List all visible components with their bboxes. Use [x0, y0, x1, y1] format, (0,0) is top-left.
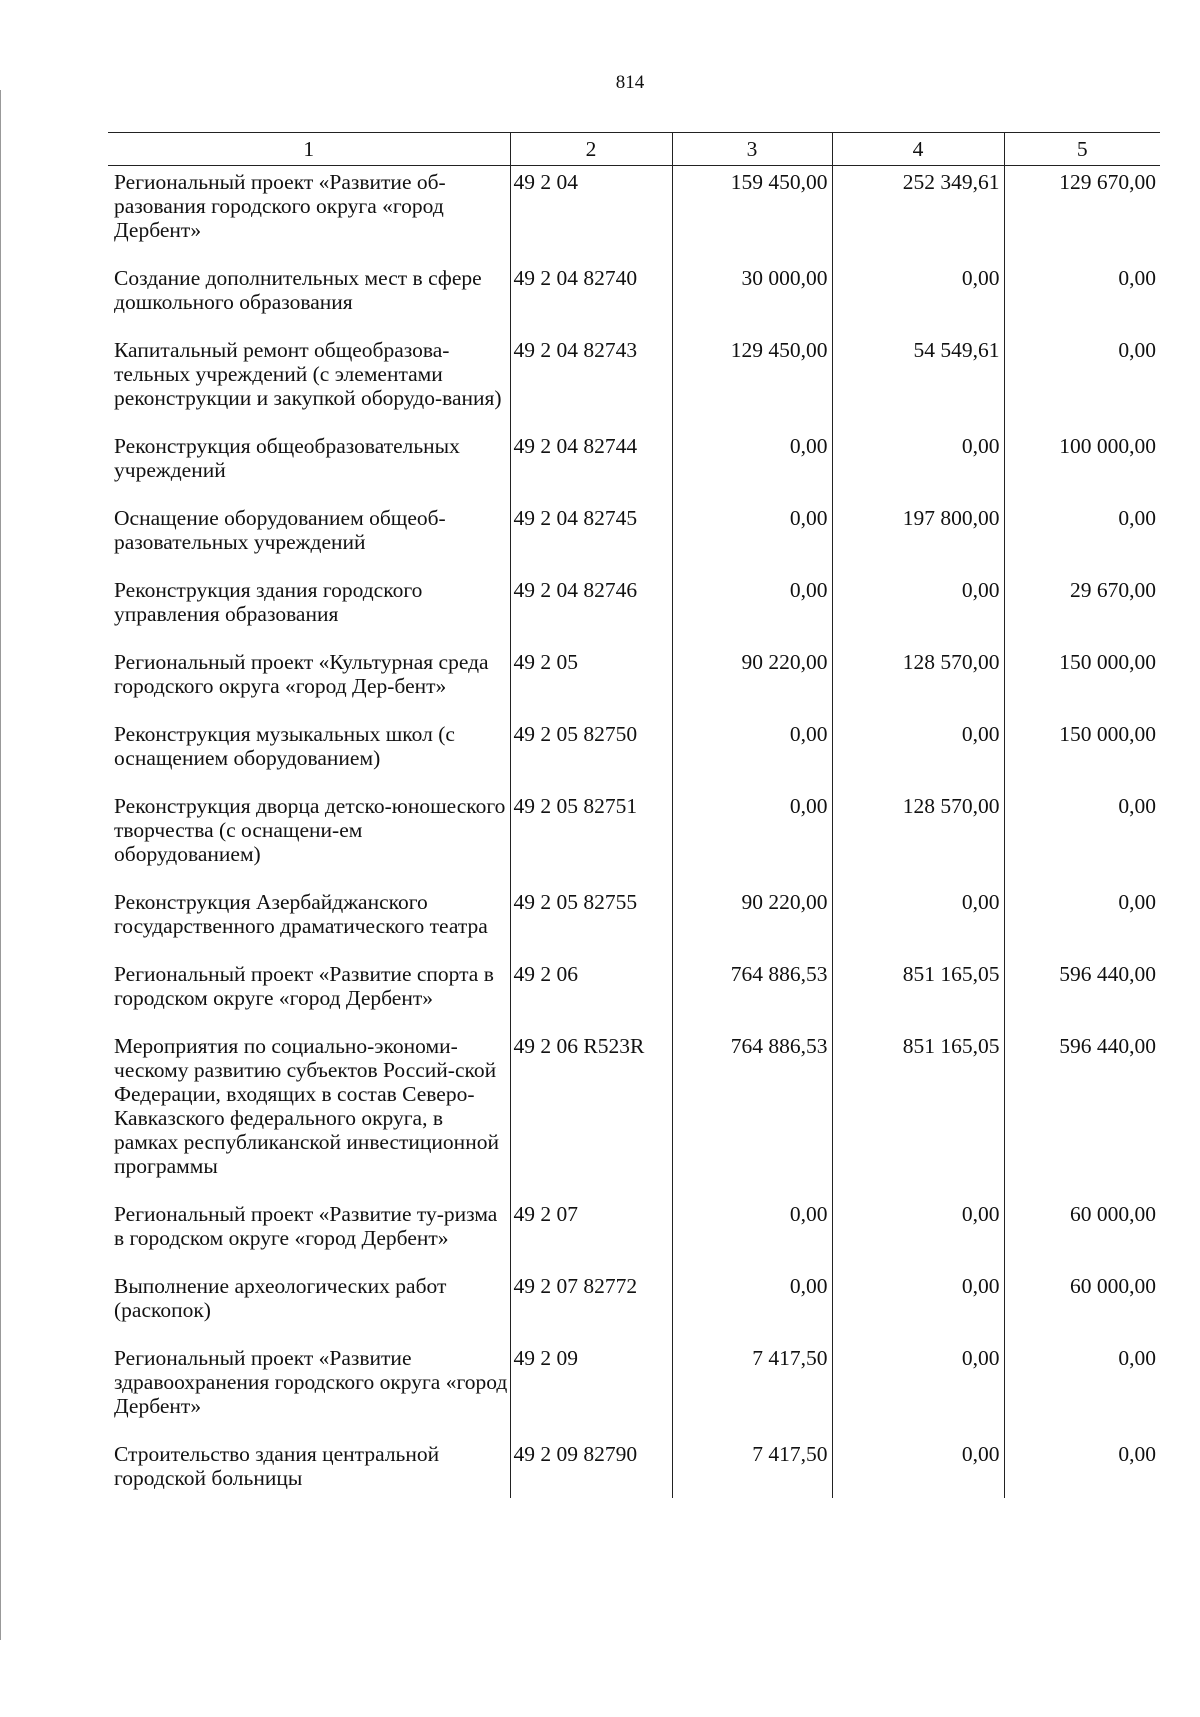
amount-col5-cell: 0,00 [1004, 1342, 1160, 1438]
table-row [108, 502, 1160, 574]
amount-col4-cell: 0,00 [832, 1342, 1004, 1438]
code-cell: 49 2 04 82746 [510, 574, 672, 646]
table-row [108, 886, 1160, 958]
item-name-cell: Региональный проект «Развитие об-разования городского округа «город Дербент» [114, 170, 446, 242]
amount-col5-cell: 0,00 [1004, 1438, 1160, 1498]
amount-col4-cell: 0,00 [832, 1198, 1004, 1270]
amount-col4-cell: 0,00 [832, 430, 1004, 502]
table-row [108, 574, 1160, 646]
code-cell: 49 2 05 [510, 646, 672, 718]
table-header [108, 133, 1160, 166]
code-cell: 49 2 09 82790 [510, 1438, 672, 1498]
table-row [108, 1342, 1160, 1438]
code-cell: 49 2 07 82772 [510, 1270, 672, 1342]
item-name-cell: Реконструкция Азербайджанского государственного драматического театра [114, 890, 488, 938]
amount-col5-cell: 29 670,00 [1004, 574, 1160, 646]
table-row [108, 1198, 1160, 1270]
amount-col3-cell: 0,00 [672, 502, 832, 574]
amount-col4-cell: 0,00 [832, 1270, 1004, 1342]
amount-col3-cell: 764 886,53 [672, 958, 832, 1030]
amount-col3-cell: 764 886,53 [672, 1030, 832, 1198]
amount-col5-cell: 129 670,00 [1004, 166, 1160, 263]
code-cell: 49 2 04 [510, 166, 672, 263]
table-row [108, 430, 1160, 502]
column-header-2: 2 [510, 133, 672, 166]
column-header-5: 5 [1004, 133, 1160, 166]
table-row [108, 646, 1160, 718]
amount-col3-cell: 7 417,50 [672, 1438, 832, 1498]
code-cell: 49 2 04 82745 [510, 502, 672, 574]
amount-col4-cell: 54 549,61 [832, 334, 1004, 430]
header-row [108, 133, 1160, 166]
item-name-cell: Региональный проект «Культурная среда городского округа «город Дер-бент» [114, 650, 489, 698]
amount-col4-cell: 0,00 [832, 1438, 1004, 1498]
amount-col4-cell: 128 570,00 [832, 790, 1004, 886]
item-name-cell: Реконструкция музыкальных школ (с оснащением оборудованием) [114, 722, 455, 770]
code-cell: 49 2 05 82755 [510, 886, 672, 958]
code-cell: 49 2 06 [510, 958, 672, 1030]
amount-col5-cell: 0,00 [1004, 334, 1160, 430]
amount-col4-cell: 0,00 [832, 886, 1004, 958]
amount-col3-cell: 0,00 [672, 430, 832, 502]
amount-col5-cell: 596 440,00 [1004, 958, 1160, 1030]
code-cell: 49 2 06 R523R [510, 1030, 672, 1198]
amount-col5-cell: 596 440,00 [1004, 1030, 1160, 1198]
table-row [108, 1270, 1160, 1342]
item-name-cell: Мероприятия по социально-экономи-ческому развитию субъектов Россий-ской Федерации, входящих в состав Северо-Кавказского федерального округа, в рамках республиканской инвестиционной программы [114, 1034, 499, 1178]
table-row [108, 166, 1160, 263]
code-cell: 49 2 09 [510, 1342, 672, 1438]
item-name-cell: Реконструкция здания городского управления образования [114, 578, 423, 626]
amount-col4-cell: 128 570,00 [832, 646, 1004, 718]
amount-col3-cell: 0,00 [672, 718, 832, 790]
amount-col5-cell: 100 000,00 [1004, 430, 1160, 502]
code-cell: 49 2 05 82750 [510, 718, 672, 790]
column-header-4: 4 [832, 133, 1004, 166]
amount-col4-cell: 0,00 [832, 718, 1004, 790]
item-name-cell: Региональный проект «Развитие спорта в городском округе «город Дербент» [114, 962, 494, 1010]
item-name-cell: Реконструкция общеобразовательных учреждений [114, 434, 460, 482]
amount-col4-cell: 851 165,05 [832, 1030, 1004, 1198]
code-cell: 49 2 07 [510, 1198, 672, 1270]
amount-col4-cell: 851 165,05 [832, 958, 1004, 1030]
column-header-3: 3 [672, 133, 832, 166]
amount-col5-cell: 60 000,00 [1004, 1198, 1160, 1270]
amount-col5-cell: 0,00 [1004, 502, 1160, 574]
table-row [108, 1438, 1160, 1498]
amount-col4-cell: 0,00 [832, 574, 1004, 646]
code-cell: 49 2 05 82751 [510, 790, 672, 886]
amount-col3-cell: 0,00 [672, 574, 832, 646]
column-header-1: 1 [108, 133, 510, 166]
amount-col5-cell: 150 000,00 [1004, 718, 1160, 790]
item-name-cell: Региональный проект «Развитие здравоохранения городского округа «город Дербент» [114, 1346, 508, 1418]
table-body [108, 166, 1160, 1499]
amount-col3-cell: 7 417,50 [672, 1342, 832, 1438]
code-cell: 49 2 04 82744 [510, 430, 672, 502]
item-name-cell: Выполнение археологических работ (раскопок) [114, 1274, 447, 1322]
amount-col5-cell: 0,00 [1004, 262, 1160, 334]
table-row [108, 1030, 1160, 1198]
amount-col4-cell: 197 800,00 [832, 502, 1004, 574]
amount-col3-cell: 30 000,00 [672, 262, 832, 334]
amount-col5-cell: 60 000,00 [1004, 1270, 1160, 1342]
page-number: 814 [615, 72, 645, 93]
item-name-cell: Региональный проект «Развитие ту-ризма в городском округе «город Дербент» [114, 1202, 498, 1250]
amount-col3-cell: 129 450,00 [672, 334, 832, 430]
item-name-cell: Создание дополнительных мест в сфере дошкольного образования [114, 266, 482, 314]
code-cell: 49 2 04 82743 [510, 334, 672, 430]
amount-col3-cell: 159 450,00 [672, 166, 832, 263]
table-row [108, 262, 1160, 334]
amount-col3-cell: 0,00 [672, 1198, 832, 1270]
item-name-cell: Капитальный ремонт общеобразова-тельных учреждений (с элементами реконструкции и закупкой оборудо-вания) [114, 338, 502, 410]
amount-col3-cell: 90 220,00 [672, 886, 832, 958]
amount-col3-cell: 0,00 [672, 1270, 832, 1342]
amount-col4-cell: 252 349,61 [832, 166, 1004, 263]
code-cell: 49 2 04 82740 [510, 262, 672, 334]
amount-col3-cell: 90 220,00 [672, 646, 832, 718]
item-name-cell: Реконструкция дворца детско-юношеского творчества (с оснащени-ем оборудованием) [114, 794, 506, 866]
table-row [108, 718, 1160, 790]
page-edge-line [0, 90, 1, 1640]
budget-table [108, 132, 1160, 1498]
amount-col4-cell: 0,00 [832, 262, 1004, 334]
table-row [108, 958, 1160, 1030]
table-row [108, 334, 1160, 430]
item-name-cell: Оснащение оборудованием общеоб-разовательных учреждений [114, 506, 446, 554]
item-name-cell: Строительство здания центральной городской больницы [114, 1442, 440, 1490]
amount-col3-cell: 0,00 [672, 790, 832, 886]
table-row [108, 790, 1160, 886]
amount-col5-cell: 0,00 [1004, 886, 1160, 958]
amount-col5-cell: 150 000,00 [1004, 646, 1160, 718]
amount-col5-cell: 0,00 [1004, 790, 1160, 886]
